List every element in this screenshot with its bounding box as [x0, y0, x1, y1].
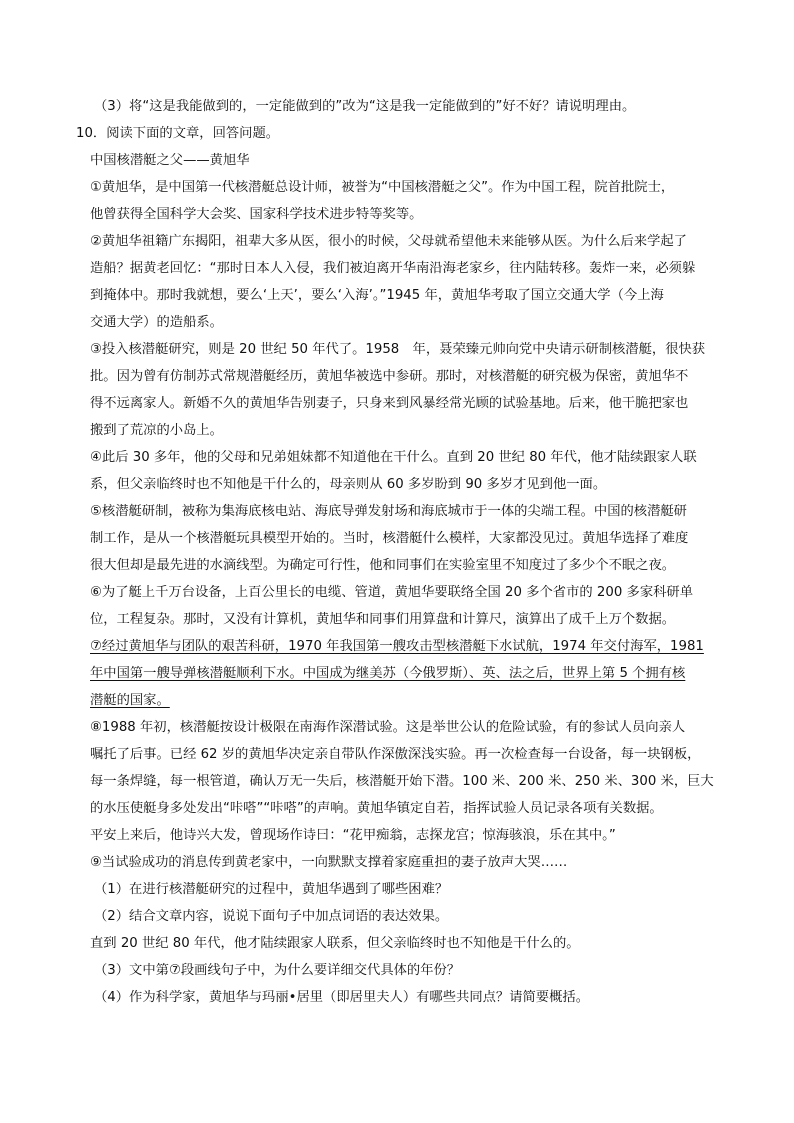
- top-question: （3）将“这是我能做到的，一定能做到的”改为“这是我一定能做到的”好不好？请说明理由。: [94, 99, 636, 114]
- article-line: 他曾获得全国科学大会奖、国家科学技术进步特等奖等。: [90, 207, 423, 222]
- sub-question-3: （3）文中第⑦段画线句子中，为什么要详细交代具体的年份？: [94, 963, 461, 978]
- article-line: 的水压使艇身多处发出“咔嗒”“咔嗒”的声响。黄旭华镇定自若，指挥试验人员记录各项有关数据。: [90, 801, 663, 816]
- article-line: ⑧1988 年初，核潜艇按设计极限在南海作深潜试验。这是举世公认的危险试验，有的参试人员向亲人: [90, 720, 686, 735]
- article-line: 到掩体中。那时我就想，要么‘上天’，要么‘入海’。”1945 年，黄旭华考取了国立交通大学（今上海: [90, 288, 664, 303]
- underlined-line: ⑦经过黄旭华与团队的艰苦科研，1970 年我国第一艘攻击型核潜艇下水试航，1974 年交付海军，1981: [90, 639, 704, 654]
- sub-questions: [90, 876, 730, 1011]
- underlined-line: 年中国第一艘导弹核潜艇顺利下水。中国成为继美苏（今俄罗斯）、英、法之后，世界上第 5 个拥有核: [90, 666, 686, 681]
- article-line: 嘱托了后事。已经 62 岁的黄旭华决定亲自带队作深傲深浅实验。再一次检查每一台设备，每一块钢板，: [90, 747, 701, 762]
- underlined-line: 潜艇的国家。: [90, 693, 170, 708]
- article-line: 批。因为曾有仿制苏式常规潜艇经历，黄旭华被选中参研。那时，对核潜艇的研究极为保密，黄旭华不: [90, 369, 689, 384]
- sub-question-1: （1）在进行核潜艇研究的过程中，黄旭华遇到了哪些困难？: [94, 882, 449, 897]
- sub-question-4: （4）作为科学家，黄旭华与玛丽•居里（即居里夫人）有哪些共同点？请简要概括。: [94, 990, 589, 1005]
- article-line: 位，工程复杂。那时，又没有计算机，黄旭华和同事们用算盘和计算尺，演算出了成千上万个数据。: [90, 612, 676, 627]
- question-number: 10．阅读下面的文章，回答问题。: [76, 126, 280, 141]
- article-line: ⑥为了艇上千万台设备，上百公里长的电缆、管道，黄旭华要联络全国 20 多个省市的 200 多家科研单: [90, 585, 694, 600]
- article-line: ⑨当试验成功的消息传到黄老家中，一向默默支撑着家庭重担的妻子放声大哭……: [90, 855, 568, 870]
- article-line: ③投入核潜艇研究，则是 20 世纪 50 年代了。1958 年，聂荣臻元帅向党中央请示研制核潜艇，很快获: [90, 342, 706, 357]
- article-line: 每一条焊缝，每一根管道，确认万无一失后，核潜艇开始下潜。100 米、200 米、250 米、300 米，巨大: [90, 774, 714, 789]
- article-line: 系，但父亲临终时也不知他是干什么的，母亲则从 60 多岁盼到 90 多岁才见到他一面。: [90, 477, 607, 492]
- article-body: [90, 174, 730, 876]
- quoted-sentence: 直到 20 世纪 80 年代，他才陆续跟家人联系，但父亲临终时也不知他是干什么的。: [90, 936, 580, 951]
- article-line: ④此后 30 多年，他的父母和兄弟姐妹都不知道他在干什么。直到 20 世纪 80 年代，他才陆续跟家人联: [90, 450, 697, 465]
- article-title: 中国核潜艇之父——黄旭华: [90, 153, 250, 168]
- article-line: 平安上来后，他诗兴大发，曾现场作诗曰：“花甲痴翁，志探龙宫；惊海骇浪，乐在其中。”: [90, 828, 616, 843]
- article-line: 搬到了荒凉的小岛上。: [90, 423, 223, 438]
- article-line: 交通大学）的造船系。: [90, 315, 223, 330]
- article-line: 得不远离家人。新婚不久的黄旭华告别妻子，只身来到风暴经常光顾的试验基地。后来，他干脆把家也: [90, 396, 689, 411]
- article-line: ②黄旭华祖籍广东揭阳，祖辈大多从医，很小的时候，父母就希望他未来能够从医。为什么后来学起了: [90, 234, 687, 249]
- article-line: 制工作，是从一个核潜艇玩具模型开始的。当时，核潜艇什么模样，大家都没见过。黄旭华选择了难度: [90, 531, 689, 546]
- article-line: ⑤核潜艇研制，被称为集海底核电站、海底导弹发射场和海底城市于一体的尖端工程。中国的核潜艇研: [90, 504, 687, 519]
- article-line: ①黄旭华，是中国第一代核潜艇总设计师，被誉为“中国核潜艇之父”。作为中国工程，院首批院士，: [90, 180, 675, 195]
- sub-question-2: （2）结合文章内容，说说下面句子中加点词语的表达效果。: [94, 909, 449, 924]
- document-page: [76, 93, 730, 1011]
- article-line: 造船？据黄老回忆：“那时日本人入侵，我们被迫离开华南沿海老家乡，往内陆转移。轰炸一来，必须躲: [90, 261, 696, 276]
- article-line: 很大但却是最先进的水滴线型。为确定可行性，他和同事们在实验室里不知度过了多少个不眠之夜。: [90, 558, 676, 573]
